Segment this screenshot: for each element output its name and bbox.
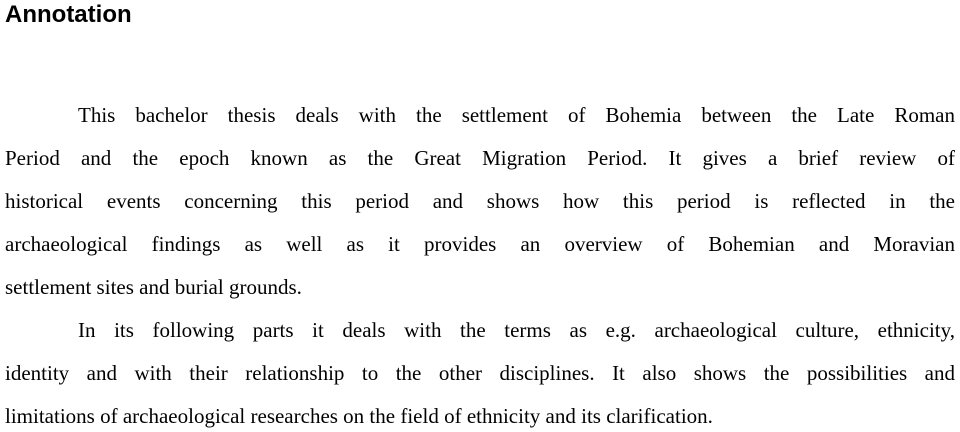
text-line: limitations of archaeological researches on the field of ethnicity and its clarification. [5,404,713,428]
text-line: In its following parts it deals with the terms as e.g. archaeological culture, ethnicity, [78,318,955,342]
text-line: This bachelor thesis deals with the settlement of Bohemia between the Late Roman [78,103,955,127]
text-line: historical events concerning this period and shows how this period is reflected in the [5,189,955,213]
text-line: archaeological findings as well as it provides an overview of Bohemian and Moravian [5,232,955,256]
page-heading: Annotation [5,1,132,28]
text-line: Period and the epoch known as the Great Migration Period. It gives a brief review of [5,146,955,170]
text-line: settlement sites and burial grounds. [5,275,302,299]
text-line: identity and with their relationship to the other disciplines. It also shows the possibilities and [5,361,955,385]
annotation-body [5,94,955,432]
